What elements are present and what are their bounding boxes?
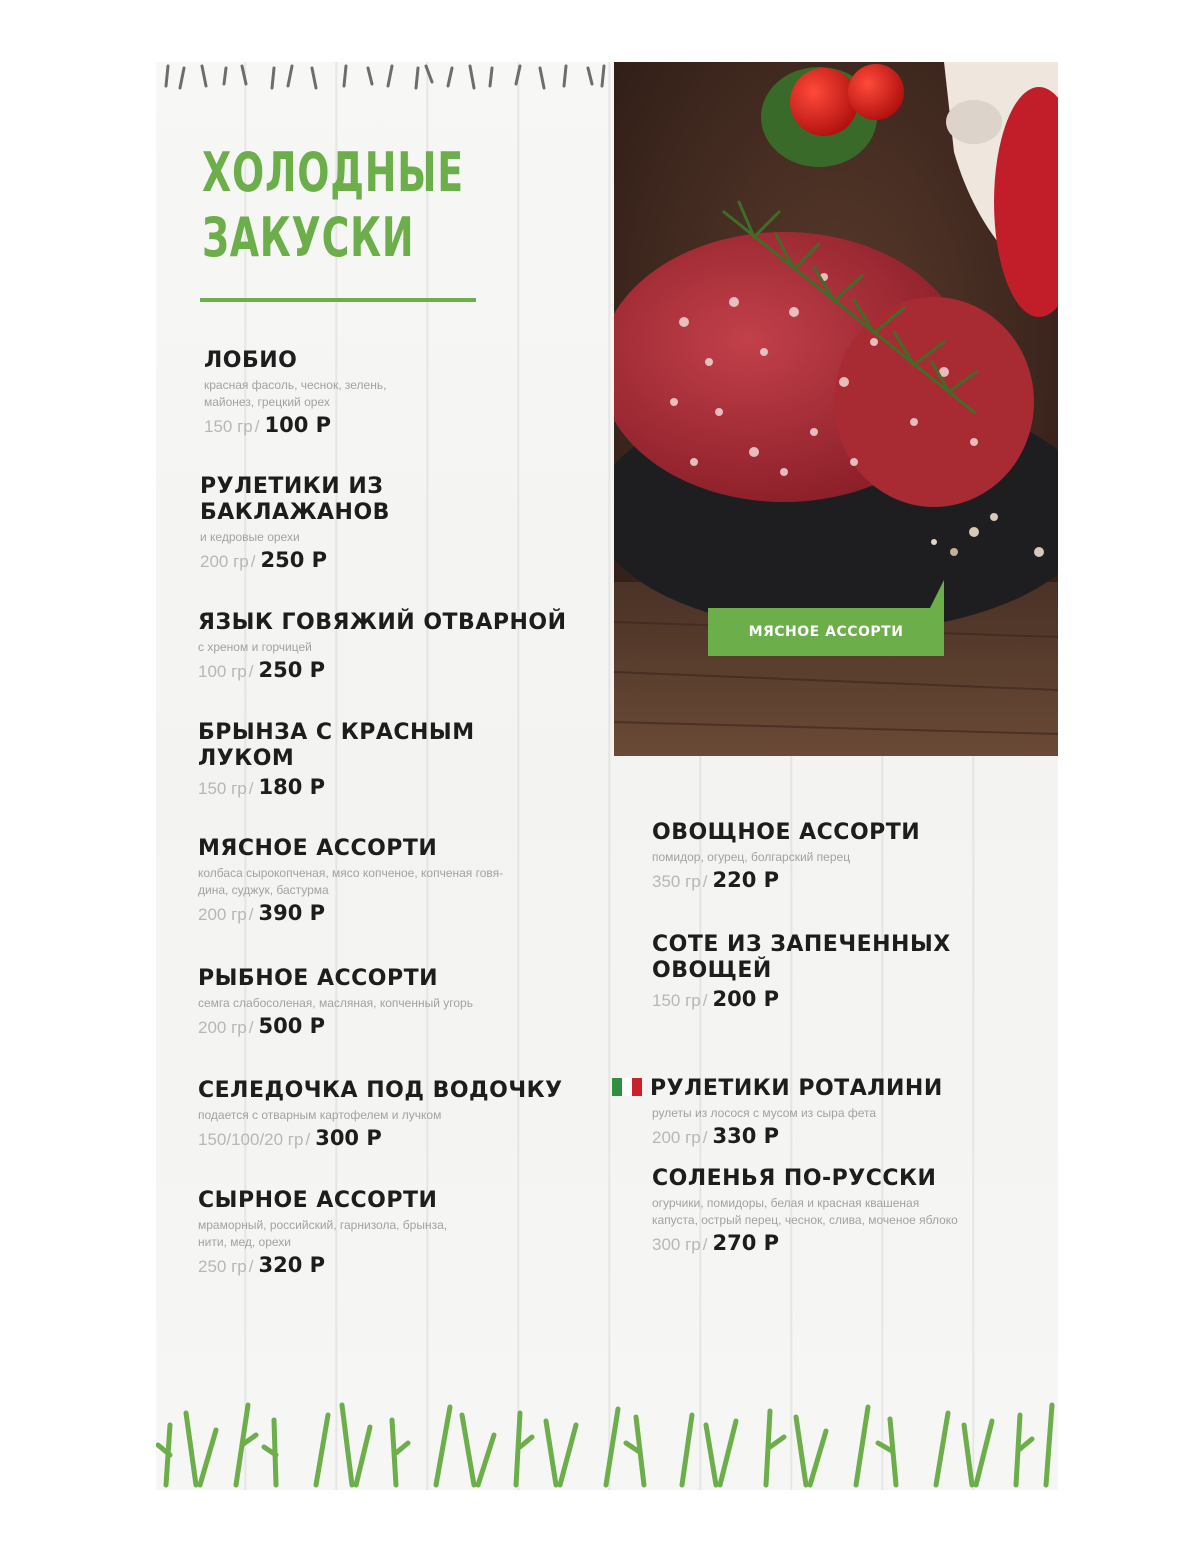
meat-platter-photo	[614, 62, 1058, 756]
item-weight: 100 гр	[198, 662, 247, 681]
item-price: 390 Р	[258, 901, 326, 925]
item-weight: 200 гр	[198, 905, 247, 924]
menu-item-meat-platter	[198, 836, 598, 925]
item-price-line: 150 гр / 200 Р	[652, 987, 780, 1011]
item-name-text: РУЛЕТИКИ РОТАЛИНИ	[650, 1076, 943, 1101]
item-description: и кедровые орехи	[200, 530, 300, 544]
item-price: 320 Р	[258, 1253, 326, 1277]
item-name: ОВОЩНОЕ АССОРТИ	[652, 820, 921, 845]
item-price-line: 350 гр / 220 Р	[652, 868, 780, 892]
menu-item-fish-platter	[198, 966, 628, 1038]
menu-item-vegetable-saute	[652, 932, 1058, 1011]
item-name: ЛОБИО	[204, 348, 298, 373]
item-description: с хреном и горчицей	[198, 640, 312, 654]
page-title	[202, 140, 464, 270]
item-price: 500 Р	[258, 1014, 326, 1038]
item-description: помидор, огурец, болгарский перец	[652, 850, 851, 864]
italy-flag-icon	[612, 1078, 642, 1096]
item-price: 330 Р	[712, 1124, 780, 1148]
item-price-line: 200 гр / 390 Р	[198, 901, 326, 925]
menu-item-cheese-platter	[198, 1188, 628, 1277]
item-weight: 350 гр	[652, 872, 701, 891]
menu-page	[156, 62, 1058, 1490]
item-weight: 300 гр	[652, 1235, 701, 1254]
item-description: подается с отварным картофелем и лучком	[198, 1108, 442, 1122]
item-price-line: 150 гр / 180 Р	[198, 775, 326, 799]
item-description: мраморный, российский, гарнизола, брынза, нити, мед, орехи	[198, 1218, 448, 1249]
item-name: МЯСНОЕ АССОРТИ	[198, 836, 438, 861]
menu-item-herring	[198, 1078, 628, 1150]
item-description: семга слабосоленая, масляная, копченный угорь	[198, 996, 473, 1010]
item-price: 220 Р	[712, 868, 780, 892]
menu-item-rotalini-rolls	[612, 1050, 1042, 1148]
grass-decoration-bottom	[156, 1385, 1058, 1490]
grass-decoration-top	[156, 62, 611, 92]
item-weight: 150 гр	[652, 991, 701, 1010]
menu-item-lobio	[204, 348, 634, 437]
item-weight: 250 гр	[198, 1257, 247, 1276]
item-name: БРЫНЗА С КРАСНЫМ ЛУКОМ	[198, 720, 475, 771]
item-price-line: 200 гр / 250 Р	[200, 548, 328, 572]
menu-item-brynza	[198, 720, 628, 799]
item-name	[612, 1050, 1042, 1102]
item-name: СОЛЕНЬЯ ПО-РУССКИ	[652, 1166, 937, 1191]
item-weight: 200 гр	[200, 552, 249, 571]
label-tab	[930, 580, 944, 608]
item-weight: 150/100/20 гр	[198, 1130, 304, 1149]
menu-item-vegetable-platter	[652, 820, 1058, 892]
item-price-line: 100 гр / 250 Р	[198, 658, 326, 682]
item-price-line: 200 гр / 500 Р	[198, 1014, 326, 1038]
item-name: ЯЗЫК ГОВЯЖИЙ ОТВАРНОЙ	[198, 610, 567, 635]
item-weight: 150 гр	[204, 417, 253, 436]
item-name: СЫРНОЕ АССОРТИ	[198, 1188, 438, 1213]
item-description: огурчики, помидоры, белая и красная квашеная капуста, острый перец, чеснок, слива, моченое яблоко	[652, 1196, 958, 1227]
item-name: СЕЛЕДОЧКА ПОД ВОДОЧКУ	[198, 1078, 563, 1103]
item-price-line: 300 гр / 270 Р	[652, 1231, 780, 1255]
menu-item-beef-tongue	[198, 610, 628, 682]
item-name: СОТЕ ИЗ ЗАПЕЧЕННЫХ ОВОЩЕЙ	[652, 932, 951, 983]
menu-item-russian-pickles	[652, 1166, 1052, 1255]
item-weight: 150 гр	[198, 779, 247, 798]
item-price: 250 Р	[258, 658, 326, 682]
title-underline	[200, 298, 476, 302]
item-price: 180 Р	[258, 775, 326, 799]
item-price: 200 Р	[712, 987, 780, 1011]
item-description: колбаса сырокопченая, мясо копченое, копченая говя- дина, суджук, бастурма	[198, 866, 504, 897]
item-price-line: 250 гр / 320 Р	[198, 1253, 326, 1277]
item-price-line: 200 гр / 330 Р	[652, 1124, 780, 1148]
title-line-1: ХОЛОДНЫЕ	[202, 141, 464, 204]
item-name: РУЛЕТИКИ ИЗ БАКЛАЖАНОВ	[200, 474, 390, 525]
item-weight: 200 гр	[652, 1128, 701, 1147]
item-description: красная фасоль, чеснок, зелень, майонез, грецкий орех	[204, 378, 387, 409]
item-price: 250 Р	[260, 548, 328, 572]
menu-item-eggplant-rolls	[200, 474, 630, 572]
item-name: РЫБНОЕ АССОРТИ	[198, 966, 439, 991]
item-weight: 200 гр	[198, 1018, 247, 1037]
item-description: рулеты из лосося с мусом из сыра фета	[652, 1106, 877, 1120]
item-price: 100 Р	[264, 413, 332, 437]
item-price: 300 Р	[315, 1126, 382, 1150]
item-price-line: 150/100/20 гр / 300 Р	[198, 1126, 382, 1150]
title-line-2: ЗАКУСКИ	[202, 206, 415, 269]
item-price: 270 Р	[712, 1231, 780, 1255]
photo-caption: МЯСНОЕ АССОРТИ	[708, 608, 944, 656]
item-price-line: 150 гр / 100 Р	[204, 413, 332, 437]
